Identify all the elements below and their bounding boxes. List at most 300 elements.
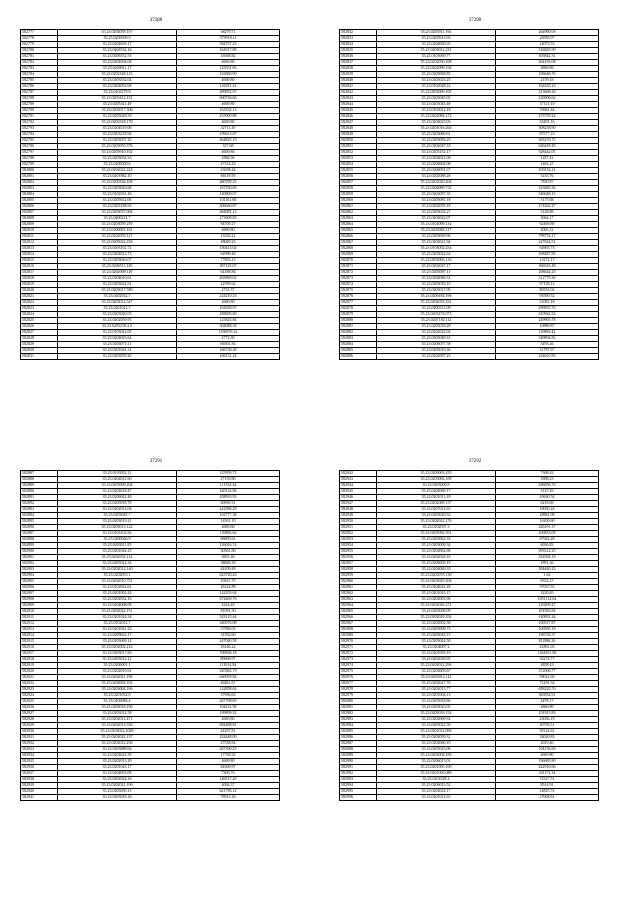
code-cell: 35.23.0204023.03	[377, 120, 496, 126]
row-id-cell: 582949	[340, 513, 377, 519]
amount-cell: 12599.62	[177, 282, 280, 288]
code-cell: 35.23.0200046.9	[58, 537, 177, 543]
code-cell: 35.23.0203009.73	[377, 627, 496, 633]
code-cell: 35.23.0102028.22	[377, 84, 496, 90]
row-id-cell: 582918	[21, 657, 58, 663]
amount-cell: 299835.79	[496, 306, 599, 312]
row-id-cell: 582870	[340, 258, 377, 264]
amount-cell: 658220.76	[496, 687, 599, 693]
row-id-cell: 582931	[21, 735, 58, 741]
code-cell: 35.23.0204010.61	[58, 276, 177, 282]
code-cell: 35.23.0201059.19	[377, 651, 496, 657]
amount-cell: 242396.29	[177, 507, 280, 513]
code-cell: 35.23.0202088.28	[377, 174, 496, 180]
code-cell: 35.23.0204012.73	[58, 252, 177, 258]
amount-cell: 146829.59	[496, 48, 599, 54]
amount-cell: 32711.29	[177, 126, 280, 132]
code-cell: 35.23.0203017.09	[377, 288, 496, 294]
row-id-cell: 582850	[340, 138, 377, 144]
row-id-cell: 582840	[340, 78, 377, 84]
row-id-cell: 582789	[21, 102, 58, 108]
row-id-cell: 582902	[21, 561, 58, 567]
code-cell: 35.23.0202059.127	[58, 234, 177, 240]
row-id-cell: 582907	[21, 591, 58, 597]
amount-cell: 162658.97	[177, 306, 280, 312]
code-cell: 35.23.0205411.49	[58, 102, 177, 108]
code-cell: 35.23.0205022.236	[58, 240, 177, 246]
code-cell: 35.23.0202012.236	[58, 741, 177, 747]
amount-cell: 164917.89	[177, 48, 280, 54]
row-id-cell: 582848	[340, 126, 377, 132]
code-cell: 35.23.0205044.50	[377, 639, 496, 645]
amount-cell: 610942.54	[496, 312, 599, 318]
amount-cell: 94709.27	[177, 222, 280, 228]
row-id-cell: 582838	[340, 66, 377, 72]
code-cell: 35.23.0204519.06	[58, 126, 177, 132]
code-cell: 35.23.0201004.13	[377, 693, 496, 699]
amount-cell: 111534.44	[177, 483, 280, 489]
amount-cell: 33491.16	[496, 120, 599, 126]
amount-cell: 14561.10	[177, 519, 280, 525]
row-id-cell: 582954	[340, 543, 377, 549]
row-id-cell: 582783	[21, 66, 58, 72]
row-id-cell: 582956	[340, 555, 377, 561]
code-cell: 35.23.0202009.92	[377, 717, 496, 723]
row-id-cell: 582979	[340, 693, 377, 699]
row-id-cell: 582822	[21, 300, 58, 306]
row-id-cell: 582934	[21, 753, 58, 759]
code-cell: 35.23.0206069.752	[377, 186, 496, 192]
row-id-cell: 582860	[340, 198, 377, 204]
code-cell: 35.23.0203002.183	[377, 753, 496, 759]
code-cell: 35.23.0205018.78	[58, 501, 177, 507]
amount-cell: 4004.37	[177, 783, 280, 789]
code-cell: 35.23.0201002.42	[58, 591, 177, 597]
amount-cell: 372006.77	[496, 669, 599, 675]
code-cell: 35.23.0203057.25	[58, 138, 177, 144]
amount-cell: 4669.80	[496, 753, 599, 759]
row-id-cell: 582908	[21, 597, 58, 603]
row-id-cell: 582986	[340, 735, 377, 741]
data-table	[20, 470, 280, 801]
amount-cell: 524504.18	[496, 555, 599, 561]
row-id-cell: 582779	[21, 42, 58, 48]
code-cell: 35.23.0203034.27	[377, 210, 496, 216]
code-cell: 35.23.0203043.68	[58, 186, 177, 192]
code-cell: 35.23.0203009.34	[377, 543, 496, 549]
code-cell: 35.23.0206500.6	[58, 162, 177, 168]
row-id-cell: 582887	[21, 471, 58, 477]
amount-cell: 49261.67	[177, 681, 280, 687]
row-id-cell: 582871	[340, 264, 377, 270]
row-id-cell: 582948	[340, 507, 377, 513]
amount-cell: 3866.86	[496, 66, 599, 72]
amount-cell: 267300.23	[177, 747, 280, 753]
row-id-cell: 582866	[340, 234, 377, 240]
row-id-cell: 582971	[340, 645, 377, 651]
amount-cell: 74327.51	[496, 777, 599, 783]
code-cell: 35.23.0204003.67	[377, 669, 496, 675]
row-id-cell: 582962	[340, 591, 377, 597]
amount-cell: 584757.23	[177, 42, 280, 48]
amount-cell: 1156970.22	[177, 330, 280, 336]
amount-cell: 29881.09	[496, 513, 599, 519]
row-id-cell: 582944	[340, 483, 377, 489]
amount-cell: 458919.93	[177, 495, 280, 501]
amount-cell: 125825.84	[177, 318, 280, 324]
amount-cell: 4478.17	[496, 699, 599, 705]
code-cell: 35.23.0205019.36	[377, 348, 496, 354]
code-cell: 35.23.0203018.26	[58, 795, 177, 801]
code-cell: 35.23.0206604.08	[377, 162, 496, 168]
amount-cell: 84309.97	[177, 765, 280, 771]
amount-cell: 323685.36	[496, 186, 599, 192]
code-cell: 35.23.0203012.547	[58, 300, 177, 306]
row-id-cell: 582830	[21, 348, 58, 354]
code-cell: 35.23.0203002.109	[377, 477, 496, 483]
row-id-cell: 582965	[340, 609, 377, 615]
amount-cell: 312779.30	[496, 276, 599, 282]
row-id-cell: 582834	[340, 42, 377, 48]
amount-cell: 4669.80	[177, 102, 280, 108]
amount-cell: 7368.42	[496, 471, 599, 477]
row-id-cell: 582940	[21, 789, 58, 795]
amount-cell: 1884.56	[177, 156, 280, 162]
code-cell: 35.23.0202047.17	[377, 264, 496, 270]
code-cell: 35.23.0205023.06	[377, 747, 496, 753]
code-cell: 35.23.0203025.204	[377, 579, 496, 585]
code-cell: 35.23.0203023.25	[377, 78, 496, 84]
amount-cell: 4669.80	[177, 300, 280, 306]
row-id-cell: 582960	[340, 579, 377, 585]
code-cell: 35.23.0203017.589	[58, 288, 177, 294]
amount-cell: 162860.90	[177, 72, 280, 78]
row-id-cell: 582952	[340, 531, 377, 537]
amount-cell: 224210.23	[177, 294, 280, 300]
amount-cell: 146517.29	[177, 777, 280, 783]
row-id-cell: 582826	[21, 324, 58, 330]
code-cell: 35.23.0206091.67	[377, 168, 496, 174]
row-id-cell: 582972	[340, 651, 377, 657]
amount-cell: 247040.58	[177, 639, 280, 645]
code-cell: 35.23.0204021.08	[377, 156, 496, 162]
amount-cell: 196736.37	[496, 633, 599, 639]
amount-cell: 289952.97	[177, 90, 280, 96]
row-id-cell: 582943	[340, 477, 377, 483]
amount-cell: 4669.80	[177, 228, 280, 234]
code-cell: 35.23.0204059.107	[58, 30, 177, 36]
row-id-cell: 582910	[21, 609, 58, 615]
amount-cell: 166131.24	[177, 354, 280, 360]
code-cell: 35.23.0200011.17	[58, 66, 177, 72]
code-cell: 35.23.0202013.330	[58, 723, 177, 729]
row-id-cell: 582977	[340, 681, 377, 687]
amount-cell: 139882.62	[177, 531, 280, 537]
code-cell: 35.23.0205068.85	[377, 72, 496, 78]
amount-cell: 5175.68	[496, 198, 599, 204]
code-cell: 35.23.0203016.07	[58, 258, 177, 264]
row-id-cell: 582904	[21, 573, 58, 579]
code-cell: 35.23.0209022.17	[58, 633, 177, 639]
row-id-cell: 582967	[340, 621, 377, 627]
amount-cell: 70681.44	[496, 108, 599, 114]
amount-cell: 274262.27	[496, 204, 599, 210]
code-cell: 35.23.0201006.080	[377, 771, 496, 777]
code-cell: 35.23.0201032.9	[58, 693, 177, 699]
amount-cell: 993312.25	[496, 549, 599, 555]
row-id-cell: 582781	[21, 54, 58, 60]
row-id-cell: 582896	[21, 525, 58, 531]
code-cell: 35.23.0202012.140	[58, 567, 177, 573]
code-cell: 35.23.0203152.17	[377, 150, 496, 156]
amount-cell: 44109.49	[177, 567, 280, 573]
amount-cell: 291983.82	[496, 609, 599, 615]
amount-cell: 304088.54	[177, 324, 280, 330]
code-cell: 35.23.0203069.14	[58, 639, 177, 645]
amount-cell: 684488.81	[177, 723, 280, 729]
code-cell: 35.23.0202024.16	[377, 555, 496, 561]
amount-cell: 3220.65	[496, 591, 599, 597]
amount-cell: 93590.52	[496, 294, 599, 300]
row-id-cell: 582851	[340, 144, 377, 150]
row-id-cell: 582811	[21, 234, 58, 240]
code-cell: 35.23.0203318.170	[58, 120, 177, 126]
amount-cell: 19050.24	[496, 507, 599, 513]
amount-cell: 28585.07	[496, 36, 599, 42]
row-id-cell: 582804	[21, 192, 58, 198]
code-cell: 35.23.0204008.08	[58, 603, 177, 609]
row-id-cell: 582873	[340, 276, 377, 282]
code-cell: 35.23.0102012.7	[58, 621, 177, 627]
code-cell: 35.23.0205081.18	[377, 198, 496, 204]
row-id-cell: 582879	[340, 312, 377, 318]
code-cell: 35.23.0203004.106	[58, 687, 177, 693]
amount-cell: 220209.47	[496, 603, 599, 609]
code-cell: 35.23.0201012.7	[58, 306, 177, 312]
amount-cell: 200833.09	[496, 531, 599, 537]
code-cell: 35.23.0203093.25	[377, 138, 496, 144]
code-cell: 35.23.0202042.151	[58, 609, 177, 615]
code-cell: 35.23.0202027.76	[377, 681, 496, 687]
row-id-cell: 582786	[21, 84, 58, 90]
amount-cell: 199899.32	[177, 711, 280, 717]
row-id-cell: 582790	[21, 108, 58, 114]
amount-cell: 23658.44	[177, 168, 280, 174]
amount-cell: 341172.34	[496, 771, 599, 777]
amount-cell: 275759.24	[496, 114, 599, 120]
amount-cell: 5235.76	[496, 174, 599, 180]
amount-cell: 13356.21	[177, 234, 280, 240]
amount-cell: 72191.34	[496, 681, 599, 687]
code-cell: 35.23.0201041.31	[58, 348, 177, 354]
code-cell: 35.23.0206352.53	[58, 54, 177, 60]
row-id-cell: 582886	[340, 354, 377, 360]
data-table	[339, 470, 599, 801]
row-id-cell: 582891	[21, 495, 58, 501]
amount-cell: 249905.78	[496, 318, 599, 324]
amount-cell: 4669.80	[177, 120, 280, 126]
code-cell: 35.23.0102037.3	[377, 525, 496, 531]
code-cell: 35.23.0205028.59	[58, 114, 177, 120]
amount-cell: 104156.69	[496, 747, 599, 753]
amount-cell: 27538.84	[177, 741, 280, 747]
row-id-cell: 582788	[21, 96, 58, 102]
code-cell: 35.23.0205018.28	[377, 324, 496, 330]
row-id-cell: 582942	[340, 471, 377, 477]
row-id-cell: 582915	[21, 639, 58, 645]
code-cell: 35.23.0203034.53	[58, 156, 177, 162]
page-number: 37290	[468, 18, 482, 23]
row-id-cell: 582970	[340, 639, 377, 645]
code-cell: 35.23.0204532.16	[58, 48, 177, 54]
code-cell: 35.23.0203018.10	[377, 282, 496, 288]
code-cell: 35.23.0203049.31	[377, 336, 496, 342]
code-cell: 35.23.0205043.15	[377, 633, 496, 639]
amount-cell: 102777.38	[177, 513, 280, 519]
code-cell: 35.23.0202026.271	[377, 603, 496, 609]
code-cell: 35.23.0202039.95	[377, 657, 496, 663]
amount-cell: 140809.07	[177, 192, 280, 198]
code-cell: 35.23.0201043.15	[377, 591, 496, 597]
row-id-cell: 582816	[21, 264, 58, 270]
amount-cell: 1187.43	[496, 156, 599, 162]
amount-cell: 10415.70	[177, 579, 280, 585]
code-cell: 35.23.0201044.25	[58, 549, 177, 555]
amount-cell: 2731.37	[177, 288, 280, 294]
code-cell: 35.23.0204062.68	[377, 549, 496, 555]
amount-cell: 66301.84	[177, 342, 280, 348]
amount-cell: 100517.87	[496, 621, 599, 627]
code-cell: 35.23.0203069.96	[377, 234, 496, 240]
row-id-cell: 582935	[21, 759, 58, 765]
code-cell: 35.23.0202024.17	[377, 789, 496, 795]
row-id-cell: 582925	[21, 699, 58, 705]
amount-cell: 3908.23	[496, 477, 599, 483]
code-cell: 35.23.0203911.192	[377, 30, 496, 36]
row-id-cell: 582852	[340, 150, 377, 156]
amount-cell: 498487.83	[496, 252, 599, 258]
code-cell: 35.23.0202047.33	[377, 144, 496, 150]
row-id-cell: 582975	[340, 669, 377, 675]
amount-cell: 640059.84	[177, 675, 280, 681]
amount-cell: 304440.23	[496, 567, 599, 573]
row-id-cell: 582787	[21, 90, 58, 96]
amount-cell: 204193.08	[496, 60, 599, 66]
amount-cell: 125551.83	[177, 66, 280, 72]
row-id-cell: 582793	[21, 126, 58, 132]
row-id-cell: 582880	[340, 318, 377, 324]
row-id-cell: 582909	[21, 603, 58, 609]
amount-cell: 163332.13	[177, 108, 280, 114]
row-id-cell: 582981	[340, 705, 377, 711]
amount-cell: 77803.15	[177, 258, 280, 264]
row-id-cell: 582936	[21, 765, 58, 771]
code-cell: 35.23.0203062.33	[377, 537, 496, 543]
row-id-cell: 582955	[340, 549, 377, 555]
row-id-cell: 582953	[340, 537, 377, 543]
code-cell: 35.23.0205014.32	[58, 561, 177, 567]
amount-cell: 543125.44	[177, 615, 280, 621]
row-id-cell: 582798	[21, 156, 58, 162]
page-3	[14, 455, 298, 895]
row-id-cell: 582984	[340, 723, 377, 729]
row-id-cell: 582807	[21, 210, 58, 216]
code-cell: 35.23.0200001.161	[58, 228, 177, 234]
code-cell: 35.23.0203060.61	[377, 132, 496, 138]
code-cell: 35.23.0205082.391	[377, 531, 496, 537]
code-cell: 35.23.0201882.10	[58, 174, 177, 180]
row-id-cell: 582847	[340, 120, 377, 126]
row-id-cell: 582825	[21, 318, 58, 324]
row-id-cell: 582884	[340, 342, 377, 348]
code-cell: 35.23.0204060.10	[377, 741, 496, 747]
row-id-cell: 582797	[21, 150, 58, 156]
code-cell: 35.23.0206184.196	[377, 294, 496, 300]
page-number: 37292	[468, 459, 482, 464]
row-id-cell: 582892	[21, 501, 58, 507]
code-cell: 35.23.0203022.30	[377, 723, 496, 729]
row-id-cell: 582895	[21, 519, 58, 525]
amount-cell: 3064.17	[496, 216, 599, 222]
row-id-cell: 582864	[340, 222, 377, 228]
amount-cell: 80354.02	[496, 288, 599, 294]
amount-cell: 47514.23	[177, 162, 280, 168]
amount-cell: 14825.74	[496, 789, 599, 795]
amount-cell: 31787.67	[496, 348, 599, 354]
code-cell: 35.23.0203078.130	[377, 573, 496, 579]
amount-cell: 101915.83	[496, 711, 599, 717]
row-id-cell: 582947	[340, 501, 377, 507]
amount-cell: 4669.80	[177, 759, 280, 765]
row-id-cell: 582924	[21, 693, 58, 699]
data-table	[339, 29, 599, 360]
code-cell: 35.23.0202032.114	[58, 555, 177, 561]
amount-cell: 226191.37	[496, 525, 599, 531]
code-cell: 35.23.0202002.58	[377, 621, 496, 627]
amount-cell: 199613.67	[177, 132, 280, 138]
amount-cell: 308258.90	[496, 126, 599, 132]
row-id-cell: 582856	[340, 174, 377, 180]
amount-cell: 100505.19	[496, 627, 599, 633]
amount-cell: 3147.29	[496, 489, 599, 495]
amount-cell: 60939.31	[177, 501, 280, 507]
row-id-cell: 582903	[21, 567, 58, 573]
code-cell: 35.23.0202002.212	[58, 645, 177, 651]
code-cell: 35.23.0103012.05	[58, 330, 177, 336]
row-id-cell: 582992	[340, 771, 377, 777]
page-2	[333, 10, 617, 442]
amount-cell: 4669.80	[177, 717, 280, 723]
row-id-cell: 582991	[340, 765, 377, 771]
code-cell: 35.23.0201028.4	[377, 777, 496, 783]
amount-cell: 10880.87	[496, 324, 599, 330]
row-id-cell: 582883	[340, 336, 377, 342]
code-cell: 35.23.0206001.1	[58, 663, 177, 669]
code-cell: 35.23.0203018.106	[58, 705, 177, 711]
row-id-cell: 582919	[21, 663, 58, 669]
row-id-cell: 582875	[340, 288, 377, 294]
amount-cell: 4669.80	[177, 60, 280, 66]
amount-cell: 64998.48	[177, 252, 280, 258]
amount-cell: 6036.83	[496, 543, 599, 549]
code-cell: 35.23.0201013.18	[377, 495, 496, 501]
amount-cell: 320363.79	[177, 669, 280, 675]
code-cell: 35.23.0204021.94	[377, 240, 496, 246]
row-id-cell: 582853	[340, 156, 377, 162]
amount-cell: 273609.83	[177, 216, 280, 222]
table-row	[21, 795, 280, 801]
code-cell: 35.23.0200334.108	[58, 180, 177, 186]
